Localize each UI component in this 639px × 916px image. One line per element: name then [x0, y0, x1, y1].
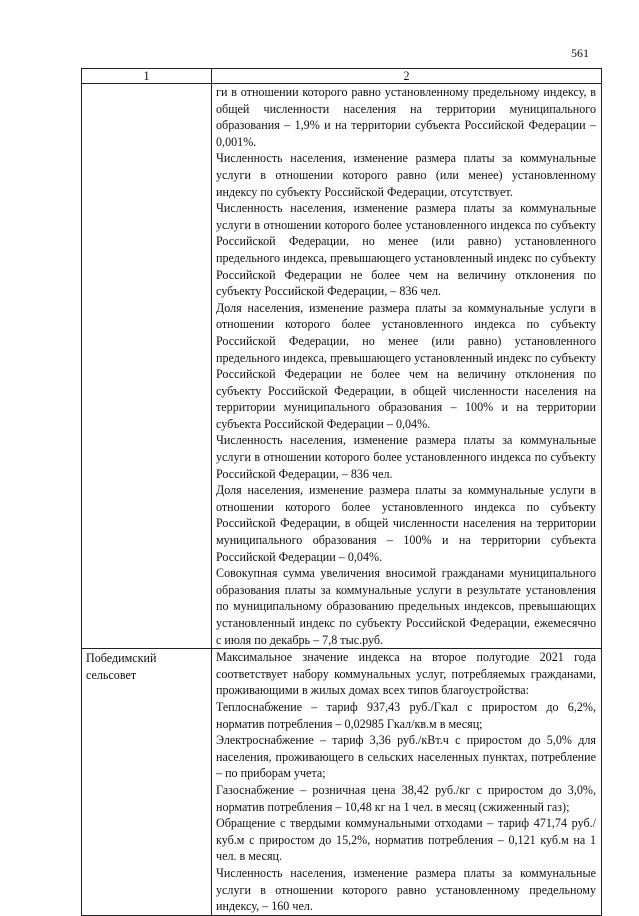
column-header-2: 2 — [212, 69, 602, 84]
paragraph: Совокупная сумма увеличения вносимой гражданами муниципального образования платы за коммунальные услуги в результате установления по муниципальному образованию предельных индексов, превышающих установленный индекс по субъекту Российской Федерации, ежемесячно с июля по декабрь – 7,8 тыс.руб. — [216, 566, 596, 647]
paragraph: Газоснабжение – розничная цена 38,42 руб./кг с приростом до 3,0%, норматив потребления – 10,48 кг на 1 чел. в месяц (сжиженный газ); — [216, 782, 596, 814]
paragraph: Теплоснабжение – тариф 937,43 руб./Гкал с приростом до 6,2%, норматив потребления – 0,02985 Гкал/кв.м в месяц; — [216, 699, 596, 731]
paragraph: ги в отношении которого равно установленному предельному индексу, в общей численности населения на территории муниципального образования – 1,9% и на территории субъекта Российской Федерации – 0,001%. — [216, 85, 596, 149]
table-row — [82, 649, 602, 916]
paragraph: Численность населения, изменение размера платы за коммунальные услуги в отношении которого более установленного индекса по субъекту Российской Федерации, – 836 чел. — [216, 433, 596, 481]
page-number: 561 — [571, 46, 589, 60]
paragraph: Максимальное значение индекса на второе полугодие 2021 года соответствует набору коммунальных услуг, потребляемых гражданами, проживающими в жилых домах всех типов благоустройства: — [216, 650, 596, 698]
table-header-row — [82, 69, 602, 84]
column-header-1: 1 — [82, 69, 212, 84]
paragraph: Численность населения, изменение размера платы за коммунальные услуги в отношении которого равно (или менее) установленному индексу по субъекту Российской Федерации, отсутствует. — [216, 151, 596, 199]
paragraph: Доля населения, изменение размера платы за коммунальные услуги в отношении которого более установленного индекса по субъекту Российской Федерации, в общей численности населения на территории муниципального образования – 100% и на территории субъекта Российской Федерации – 0,04%. — [216, 483, 596, 564]
paragraph: Электроснабжение – тариф 3,36 руб./кВт.ч с приростом до 5,0% для населения, проживающего в сельских населенных пунктах, потребление – по приборам учета; — [216, 733, 596, 781]
paragraph: Численность населения, изменение размера платы за коммунальные услуги в отношении которого более установленного индекса по субъекту Российской Федерации, но менее (или равно) установленного предельного индекса, превышающего установленный индекс по субъекту Российской Федерации не более чем на величину отклонения по субъекту Российской Федерации, – 836 чел. — [216, 201, 596, 299]
description-cell — [212, 649, 602, 916]
table-row — [82, 84, 602, 649]
municipality-name-cell — [82, 84, 212, 649]
municipality-name-cell: Победимский сельсовет — [82, 649, 212, 916]
description-cell — [212, 84, 602, 649]
document-table — [81, 68, 602, 916]
paragraph: Численность населения, изменение размера платы за коммунальные услуги в отношении которого равно установленному предельному индексу, – 160 чел. — [216, 865, 596, 914]
paragraph: Обращение с твердыми коммунальными отходами – тариф 471,74 руб./куб.м с приростом до 15,2%, норматив потребления – 0,121 куб.м на 1 чел. в месяц. — [216, 816, 596, 864]
paragraph: Доля населения, изменение размера платы за коммунальные услуги в отношении которого более установленного индекса по субъекту Российской Федерации, но менее (или равно) установленного предельного индекса, превышающего установленный индекс по субъекту Российской Федерации не более чем на величину отклонения по субъекту Российской Федерации, в общей численности населения на территории муниципального образования – 100% и на территории субъекта Российской Федерации – 0,04%. — [216, 300, 596, 431]
